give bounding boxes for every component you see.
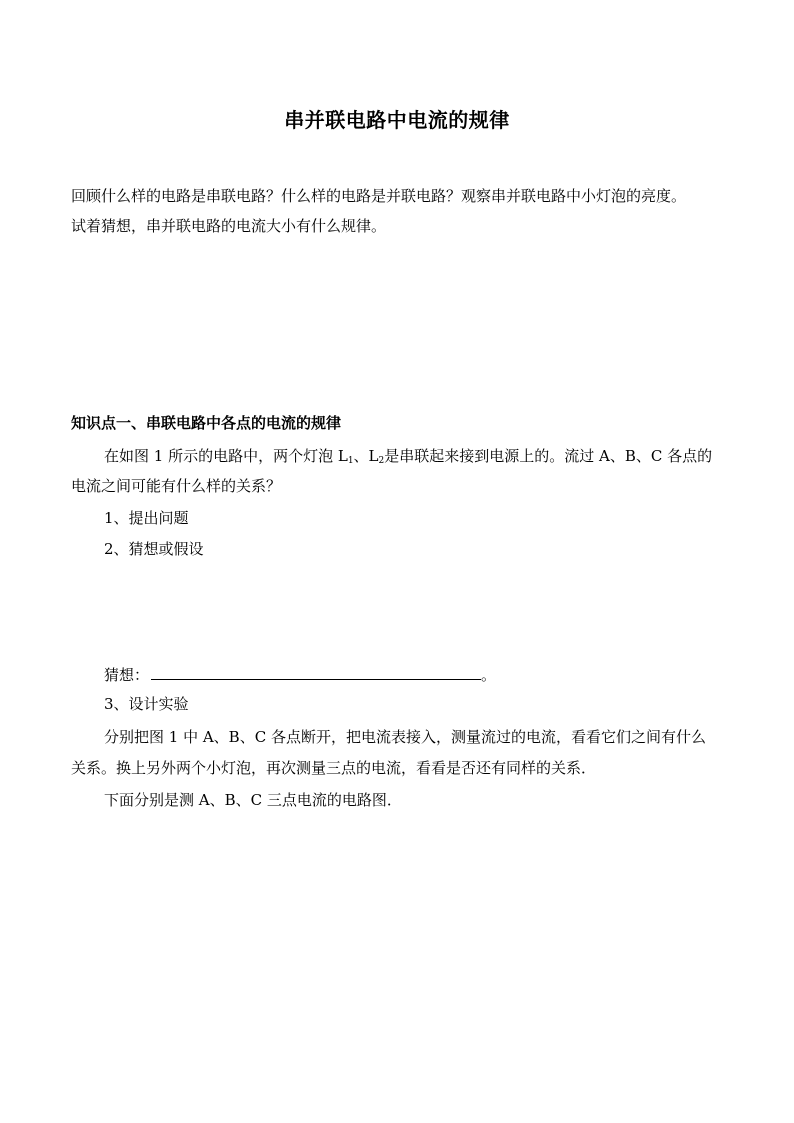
step-3: 3、设计实验 <box>104 695 189 713</box>
page-title: 串并联电路中电流的规律 <box>284 108 510 132</box>
para1-text-c: 是串联起来接到电源上的。流过 A、B、C 各点的 <box>384 447 713 465</box>
section-paragraph-2: 分别把图 1 中 A、B、C 各点断开，把电流表接入，测量流过的电流，看看它们之间有什么 <box>104 728 706 746</box>
para1-subscript-2: 2 <box>378 456 385 466</box>
section-heading: 知识点一、串联电路中各点的电流的规律 <box>71 414 342 432</box>
section-paragraph-1 <box>104 445 712 467</box>
guess-blank[interactable] <box>151 662 481 680</box>
guess-line <box>104 662 496 686</box>
section-paragraph-3: 下面分别是测 A、B、C 三点电流的电路图． <box>104 791 402 809</box>
guess-end: 。 <box>481 666 497 684</box>
step-2: 2、猜想或假设 <box>104 540 204 558</box>
section-paragraph-2-line-2: 关系。换上另外两个小灯泡，再次测量三点的电流，看看是否还有同样的关系． <box>71 759 597 777</box>
para1-text-a: 在如图 1 所示的电路中，两个灯泡 L <box>104 447 348 465</box>
guess-label: 猜想： <box>104 666 150 684</box>
intro-line-2: 试着猜想，串并联电路的电流大小有什么规律。 <box>71 217 387 235</box>
intro-line-1: 回顾什么样的电路是串联电路？什么样的电路是并联电路？观察串并联电路中小灯泡的亮度。 <box>71 187 687 205</box>
section-paragraph-1-line-2: 电流之间可能有什么样的关系？ <box>71 477 282 495</box>
para1-subscript-1: 1 <box>347 456 354 466</box>
step-1: 1、提出问题 <box>104 509 189 527</box>
para1-text-b: 、L <box>353 447 379 465</box>
